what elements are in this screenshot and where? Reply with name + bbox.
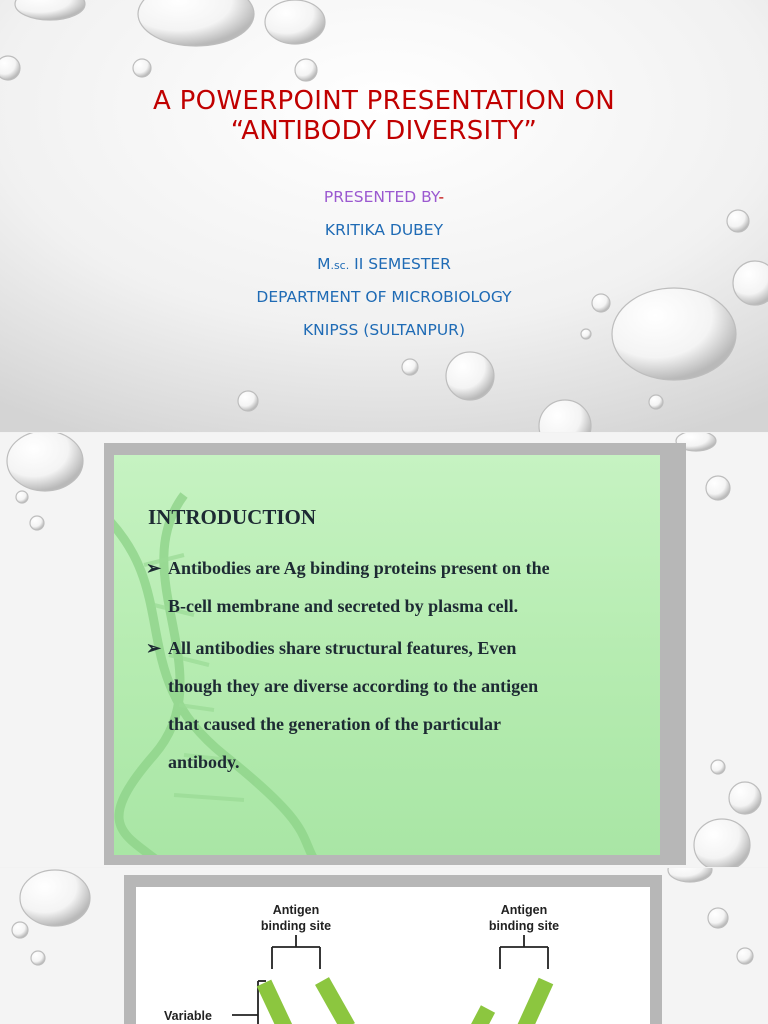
bullet-line: Antibodies are Ag binding proteins present on the: [168, 558, 550, 578]
bullet-line: that caused the generation of the particular: [168, 714, 501, 734]
degree-semester: II SEMESTER: [349, 255, 451, 273]
title-line-1: A POWERPOINT PRESENTATION ON: [152, 86, 616, 116]
presented-by-label: [0, 188, 768, 206]
presented-by-text: PRESENTED BY: [323, 188, 439, 206]
water-drops-decoration: [0, 0, 768, 432]
introduction-image: [114, 455, 660, 855]
antibody-diagram: [136, 887, 650, 1024]
antibody-structure-icon: [136, 887, 650, 1024]
degree-sc: .sc.: [330, 259, 350, 272]
introduction-heading: INTRODUCTION: [148, 505, 317, 529]
bullet-line: though they are diverse according to the antigen: [168, 676, 539, 696]
slide-title: [0, 86, 768, 146]
title-line-2: “ANTIBODY DIVERSITY”: [230, 116, 538, 146]
label-line: binding site: [260, 919, 332, 933]
bullet-text: [168, 629, 648, 781]
arrow-bullet-icon: ➢: [146, 558, 162, 578]
label-line: Antigen: [272, 903, 320, 917]
presenter-degree: [0, 255, 768, 273]
presenter-name: KRITIKA DUBEY: [324, 221, 444, 239]
presenter-institute: KNIPSS (SULTANPUR): [303, 321, 465, 339]
label-line: Antigen: [500, 903, 548, 917]
presenter-department: DEPARTMENT OF MICROBIOLOGY: [256, 288, 512, 306]
presented-by-dash: -: [438, 188, 445, 206]
bullet-text: [168, 549, 648, 625]
degree-m: M: [317, 255, 331, 273]
antibody-structure-slide: [0, 868, 768, 1024]
bullet-line: B-cell membrane and secreted by plasma cell.: [168, 596, 519, 616]
arrow-bullet-icon: ➢: [146, 638, 162, 658]
bullet-line: All antibodies share structural features, Even: [168, 638, 517, 658]
label-line: binding site: [488, 919, 560, 933]
bullet-line: antibody.: [168, 752, 240, 772]
introduction-slide: [0, 433, 768, 867]
variable-region-label: Variable: [164, 1009, 212, 1023]
title-slide: [0, 0, 768, 432]
